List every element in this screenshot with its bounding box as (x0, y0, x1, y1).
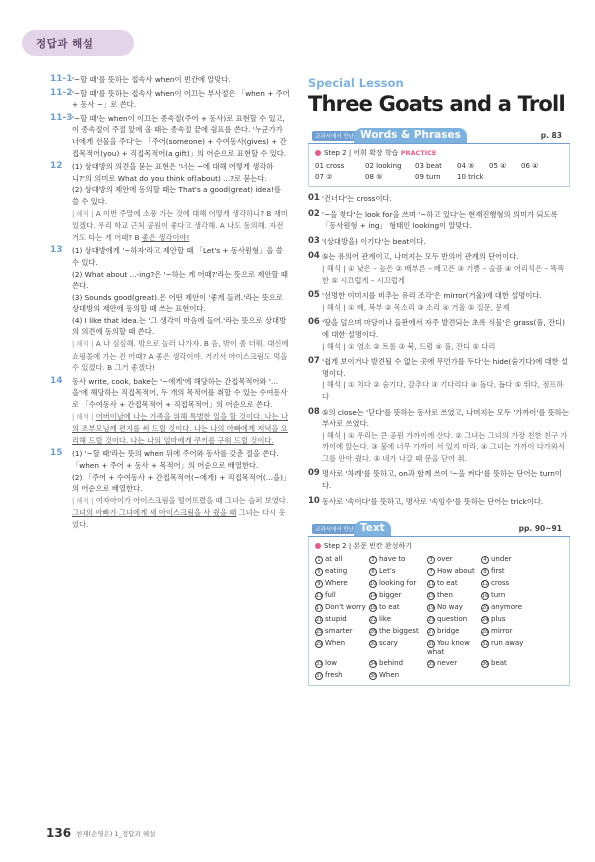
blank-answer (481, 615, 537, 624)
section-page: p. 83 (540, 131, 562, 140)
circled-number: 6 (369, 568, 377, 576)
item-number: 11-2 (50, 87, 73, 98)
section-page: pp. 90~91 (518, 524, 562, 534)
blank-answer (369, 671, 427, 680)
translation-note: | 해석 | ① 배, 복부 ② 목소리 ③ 소리 ④ 거울 ⑤ 질문, 문제 (322, 302, 510, 312)
circled-number: 11 (428, 581, 435, 588)
section-title: Words & Phrases (354, 128, 467, 143)
answer-word: over (437, 555, 453, 564)
lesson-label: Special Lesson (308, 76, 404, 90)
explanation: '선명한 이미지를 비추는 유리 조각'은 mirror(거울)에 대한 설명이다. (322, 291, 542, 301)
explanation: ⑤는 유의어 관계이고, 나머지는 모두 반의어 관계의 단어이다. (322, 252, 519, 262)
explanation: '건너다'는 cross이다. (322, 194, 392, 203)
circled-number: 29 (316, 641, 323, 648)
circled-number: 2 (369, 556, 377, 564)
answer-word: beat (491, 659, 507, 668)
answer-word: bigger (379, 591, 402, 600)
answer-11-2 (50, 88, 290, 111)
step-line (315, 148, 563, 158)
section-tab-label: 정답과 해설 (36, 38, 94, 50)
explanation: (1) 상대방에게 '~하자'라고 제안할 때 「Let's + 동사원형」을 쓸 수 있다. (72, 246, 283, 267)
blank-answer (481, 591, 537, 600)
blank-answer (315, 567, 369, 576)
explanation: (1) '~할 때'라는 뜻의 when 뒤에 주어와 동사를 갖춘 절을 쓴다. 「when + 주어 + 동사 + 목적어」의 어순으로 배열한다. (72, 449, 279, 470)
circled-number: 21 (316, 617, 323, 624)
blank-answer (315, 591, 369, 600)
step-label: Step 2 | 본문 빈칸 완성하기 (324, 542, 412, 551)
answer-word: No way (437, 603, 463, 612)
answer-word: question (437, 615, 468, 624)
circled-number: 28 (482, 629, 489, 636)
explanation: '~할 때'를 뜻하는 접속사 when이 이끄는 부사절은 「when + 주어 + 동사 ~」로 쓴다. (72, 88, 290, 110)
answer-word: have to (379, 555, 406, 564)
translation-note (72, 338, 290, 374)
blank-answer (315, 615, 369, 624)
answer-13 (50, 245, 290, 374)
item-number: 11-1 (50, 74, 73, 84)
answer-word: smarter (325, 627, 353, 636)
answer-word: How about (437, 567, 475, 576)
explanation: '~할 때'는 when이 이끄는 종속절(주어 + 동사)로 표현할 수 있고, 이 종속절이 주절 앞에 올 때는 종속절 끝에 쉼표를 쓴다. '누군가가 너에게 선물을 주다'는 「주어(someone) + 수여동사(gives) + 간접목적어(you) + 직접목적어(a gift)」의 어순으로 표현할 수 있다. (72, 113, 287, 158)
blank-answer (481, 627, 537, 636)
answer-word: full (325, 591, 336, 600)
answer-word: cross (491, 579, 510, 588)
explanation: ⑤의 close는 '닫다'를 뜻하는 동사로 쓰였고, 나머지는 모두 '가까이'를 뜻하는 부사로 쓰였다. (322, 407, 569, 429)
circled-number: 13 (316, 593, 323, 600)
blank-answer (315, 603, 369, 612)
explanation: (2) 상대방의 제안에 동의할 때는 That's a good(great) idea!를 쓸 수 있다. (72, 185, 281, 206)
answer-word: plus (491, 615, 506, 624)
explanation: '땅을 덮으며 마당이나 들판에서 자주 발견되는 초록 식물'은 grass(풀, 잔디)에 대한 설명이다. (322, 318, 565, 339)
circled-number: 15 (428, 593, 435, 600)
answer-word: turn (491, 591, 506, 600)
blank-answer (315, 659, 369, 668)
blank-answer (315, 579, 369, 588)
section-badge: 교과서에서 만난 (312, 524, 357, 534)
blank-answer (427, 579, 481, 588)
blank-answer (369, 603, 427, 612)
blank-answer (369, 615, 427, 624)
explanation: (2) What about ...-ing?은 '~하는 게 어때?'라는 뜻으로 제안할 때 쓴다. (72, 269, 288, 291)
answer-word: first (491, 567, 505, 576)
word-explanation-10 (308, 496, 570, 508)
blank-answer (481, 603, 537, 612)
blank-answer (481, 567, 537, 576)
circled-number: 32 (482, 641, 489, 648)
note-underlined: 그녀의 아빠가 그녀에게 새 아이스크림을 사 줬을 때 (72, 508, 237, 518)
blank-answer (369, 627, 427, 636)
word-explanation-02 (308, 209, 570, 232)
word-explanation-01 (308, 193, 570, 205)
word-answer: 05 ④ (489, 162, 507, 170)
answer-word: anymore (491, 603, 523, 612)
circled-number: 12 (482, 581, 489, 588)
blank-answer (427, 615, 481, 624)
blank-answer (427, 567, 481, 576)
item-number: 01 (308, 193, 320, 203)
explanation: '(상대방을) 이기다'는 beat이다. (322, 236, 426, 246)
explanation: '쉽게 보이거나 발견될 수 없는 곳에 무언가를 두다'는 hide(숨기다)에 대한 설명이다. (322, 357, 569, 378)
circled-number: 8 (481, 568, 489, 576)
word-answer: 07 ② (315, 173, 333, 181)
word-answer: 06 ④ (521, 162, 539, 170)
answer-12 (50, 161, 290, 243)
blank-answer (369, 579, 427, 588)
note-underlined: 좋은 생각이야! (141, 232, 190, 242)
word-answer: 01 cross (315, 162, 345, 170)
circled-number: 36 (482, 661, 489, 668)
blank-answer (369, 639, 427, 656)
item-number: 05 (308, 290, 320, 301)
circled-number: 3 (427, 556, 435, 564)
answer-word: behind (379, 659, 404, 668)
item-number: 10 (308, 495, 320, 506)
words-explanations (308, 193, 570, 507)
section-badge: 교과서에서 만난 (312, 131, 357, 141)
answer-word: mirror (491, 627, 513, 636)
circled-number: 7 (427, 568, 435, 576)
translation-note: | 해석 | ① 치다 ② 숨기다, 감추다 ③ 기다리다 ④ 돌다, 돕다 ⑤ 뛰다, 점프하다 (322, 380, 564, 401)
item-number: 12 (50, 161, 63, 172)
word-explanation-07 (308, 356, 570, 402)
circled-number: 22 (370, 617, 377, 624)
blank-answer (315, 555, 369, 564)
circled-number: 5 (315, 568, 323, 576)
word-answer: 10 trick (457, 173, 484, 181)
answer-word: low (325, 659, 337, 668)
circled-number: 35 (428, 661, 435, 668)
explanation: (4) I like that idea.는 '그 생각이 마음에 들어.'라는 뜻으로 상대방의 의견에 동의할 때 쓴다. (72, 315, 287, 337)
section-tab (22, 30, 134, 56)
circled-number: 14 (370, 593, 377, 600)
translation-note (72, 495, 290, 531)
circled-number: 27 (428, 629, 435, 636)
circled-number: 9 (315, 580, 323, 588)
bullet-icon (315, 543, 321, 549)
blank-answer (481, 555, 537, 564)
item-number: 11-3 (50, 112, 73, 123)
answer-word: You know what (427, 639, 470, 657)
circled-number: 34 (370, 661, 377, 668)
words-section-header (308, 128, 570, 144)
word-explanation-03 (308, 236, 570, 248)
item-number: 02 (308, 208, 320, 219)
answer-word: to eat (379, 603, 400, 612)
circled-number: 31 (428, 641, 435, 648)
note-text: A 나 심심해. 밖으로 놀러 나가자. B 음, 밖이 좀 더워. 대신에 쇼핑몰에 가는 건 어때? A 좋은 생각이야. 거기서 아이스크림도 먹을 수 있겠다. B 그거 좋겠다! (72, 339, 289, 373)
blank-answer (427, 639, 481, 656)
circled-number: 37 (316, 673, 323, 680)
answer-word: looking for (379, 579, 417, 588)
text-answers-box (308, 537, 570, 686)
word-explanation-04 (308, 251, 570, 286)
answer-15 (50, 448, 290, 530)
circled-number: 16 (482, 593, 489, 600)
item-number: 04 (308, 251, 320, 262)
step-line (315, 541, 563, 551)
word-answer: 09 turn (415, 173, 441, 181)
answer-word: run away (491, 639, 524, 648)
explanation: (3) Sounds good(great).은 어떤 제안이 '좋게 들려.'라는 뜻으로 상대방의 제안에 동의할 때 쓰는 표현이다. (72, 292, 283, 314)
answer-word: like (379, 615, 392, 624)
explanation: 명사로 '차례'를 뜻하고, on과 함께 쓰여 '~을 켜다'를 뜻하는 단어는 turn이다. (322, 469, 562, 491)
words-answer-grid (315, 162, 563, 181)
translation-note (72, 208, 290, 244)
word-answer: 04 ⑤ (457, 162, 475, 170)
blank-answer (481, 579, 537, 588)
note-text: 여자아이가 아이스크림을 떨어뜨렸을 때 그녀는 슬퍼 보였다. (95, 495, 289, 505)
circled-number: 4 (481, 556, 489, 564)
answer-word: at all (325, 555, 343, 564)
explanation: '~할 때'를 뜻하는 접속사 when이 빈칸에 알맞다. (72, 75, 231, 84)
note-tag: | 해석 | (72, 209, 94, 218)
blank-answer (481, 659, 537, 668)
word-explanation-08 (308, 407, 570, 465)
answer-word: bridge (437, 627, 460, 636)
word-answer: 08 ⑤ (365, 173, 383, 181)
explanation: 동사 write, cook, bake는 '~에게'에 해당하는 간접목적어와 '…을'에 해당하는 직접목적어, 두 개의 목적어를 취할 수 있는 수여동사로 「수여동사 + 간접목적어 + 직접목적어」의 어순으로 쓴다. (72, 376, 288, 410)
text-section-header (308, 521, 570, 537)
answer-word: Let's (379, 567, 396, 576)
circled-number: 24 (482, 617, 489, 624)
item-number: 09 (308, 468, 320, 479)
word-explanation-06 (308, 317, 570, 352)
circled-number: 25 (316, 629, 323, 636)
item-number: 03 (308, 235, 320, 246)
circled-number: 1 (315, 556, 323, 564)
answer-word: under (491, 555, 512, 564)
answer-word: Where (325, 579, 348, 588)
blank-answer (427, 555, 481, 564)
step-tag: PRACTICE (400, 149, 437, 157)
explanation: 동사로 '속이다'를 뜻하고, 명사로 '속임수'를 뜻하는 단어는 trick이다. (322, 496, 544, 506)
blank-answer (427, 627, 481, 636)
blank-answer (369, 591, 427, 600)
circled-number: 33 (316, 661, 323, 668)
circled-number: 19 (428, 605, 435, 612)
circled-number: 38 (370, 673, 377, 680)
word-answer: 03 beat (415, 162, 442, 170)
answer-word: the biggest (379, 627, 419, 636)
bullet-icon (315, 150, 321, 156)
item-number: 14 (50, 375, 63, 386)
circled-number: 18 (370, 605, 377, 612)
section-title: Text (354, 521, 391, 536)
note-text: A 이번 주말에 소풍 가는 것에 대해 어떻게 생각하니? B 재미있겠다. 우리 학교 근처 공원이 좋다고 생각해. A 나도 동의해. 자전거도 타는 게 어때? B (72, 208, 288, 242)
explanation: (1) 상대방의 의견을 묻는 표현은 '너는 ~에 대해 어떻게 생각하니?'의 의미로 What do you think of(about) ...?로 묻는다. (72, 162, 274, 183)
blank-answer (369, 659, 427, 668)
left-column (50, 74, 290, 533)
circled-number: 17 (316, 605, 323, 612)
circled-number: 10 (370, 581, 377, 588)
translation-note: | 해석 | ① 낮은 – 높은 ② 배부른 – 배고픈 ③ 기쁨 – 슬픔 ④ 어리석은 – 똑똑한 ⑤ 시끄럽게 – 시끄럽게 (322, 263, 565, 285)
blank-answer (427, 603, 481, 612)
note-text: 그녀는 다시 웃었다. (72, 508, 286, 529)
item-number: 08 (308, 406, 320, 417)
note-tag: | 해석 | (72, 412, 94, 421)
blank-answer (427, 591, 481, 600)
explanation: (2) 「주어 + 수여동사 + 간접목적어(~에게) + 직접목적어(…을)」의 어순으로 배열한다. (72, 472, 287, 494)
right-column (308, 74, 570, 686)
circled-number: 26 (370, 629, 377, 636)
answer-word: never (437, 659, 458, 668)
answer-word: stupid (325, 615, 347, 624)
translation-note (72, 411, 290, 447)
answer-word: Don't worry (325, 603, 366, 612)
answer-word: When (379, 671, 400, 680)
note-tag: | 해석 | (72, 496, 94, 505)
text-answer-grid (315, 555, 563, 680)
step-label: Step 2 | 어휘 확장 학습 (324, 149, 399, 157)
word-explanation-05 (308, 290, 570, 313)
circled-number: 20 (482, 605, 489, 612)
answer-word: scary (379, 639, 398, 648)
item-number: 07 (308, 356, 320, 367)
blank-answer (315, 671, 369, 680)
answer-11-1 (50, 74, 290, 86)
blank-answer (369, 567, 427, 576)
word-answer: 02 looking (365, 162, 402, 170)
answer-word: then (437, 591, 453, 600)
note-underlined: 어버이날에 나는 가족을 위해 특별한 일을 할 것이다. 나는 나의 조부모님께 편지를 써 드릴 것이다. 나는 나의 아빠에게 저녁을 요리해 드릴 것이다. 나는 나의 엄마에게 쿠키를 구워 드릴 것이다. (72, 411, 289, 445)
blank-answer (315, 627, 369, 636)
answer-word: eating (325, 567, 348, 576)
answer-word: to eat (437, 579, 458, 588)
circled-number: 23 (428, 617, 435, 624)
translation-note: | 해석 | ① 우리는 큰 공원 가까이에 산다. ② 그녀는 그녀의 가장 친한 친구 가까이에 앉는다. ③ 불에 너무 가까이 서 있지 마라. ④ 그녀는 가까이 다가와서 그를 안아 줬다. ⑤ 네가 나갈 때 문을 닫아 줘. (322, 430, 568, 463)
answer-word: fresh (325, 671, 343, 680)
note-tag: | 해석 | (72, 340, 94, 349)
circled-number: 30 (370, 641, 377, 648)
answer-word: When (325, 639, 346, 648)
explanation: '~을 찾다'는 look for을 쓰며 '~하고 있다'는 현재진행형의 의미가 되도록 「동사원형 + ing」 형태인 looking이 알맞다. (322, 209, 558, 231)
answer-11-3 (50, 113, 290, 159)
blank-answer (481, 639, 537, 656)
top-bar (0, 0, 595, 60)
page-number: 136 (46, 826, 72, 840)
translation-note: | 해석 | ① 염소 ② 트롤 ③ 북, 드럼 ④ 풀, 잔디 ⑤ 다리 (322, 341, 496, 351)
answer-14 (50, 376, 290, 447)
item-number: 15 (50, 448, 63, 459)
blank-answer (315, 639, 369, 656)
blank-answer (427, 659, 481, 668)
lesson-title: Three Goats and a Troll (308, 92, 565, 116)
footer-text: 천재(손영은) 1_정답과 해설 (76, 830, 156, 838)
item-number: 13 (50, 245, 63, 256)
item-number: 06 (308, 317, 320, 328)
words-answers-box (308, 144, 570, 187)
blank-answer (369, 555, 427, 564)
word-explanation-09 (308, 468, 570, 491)
